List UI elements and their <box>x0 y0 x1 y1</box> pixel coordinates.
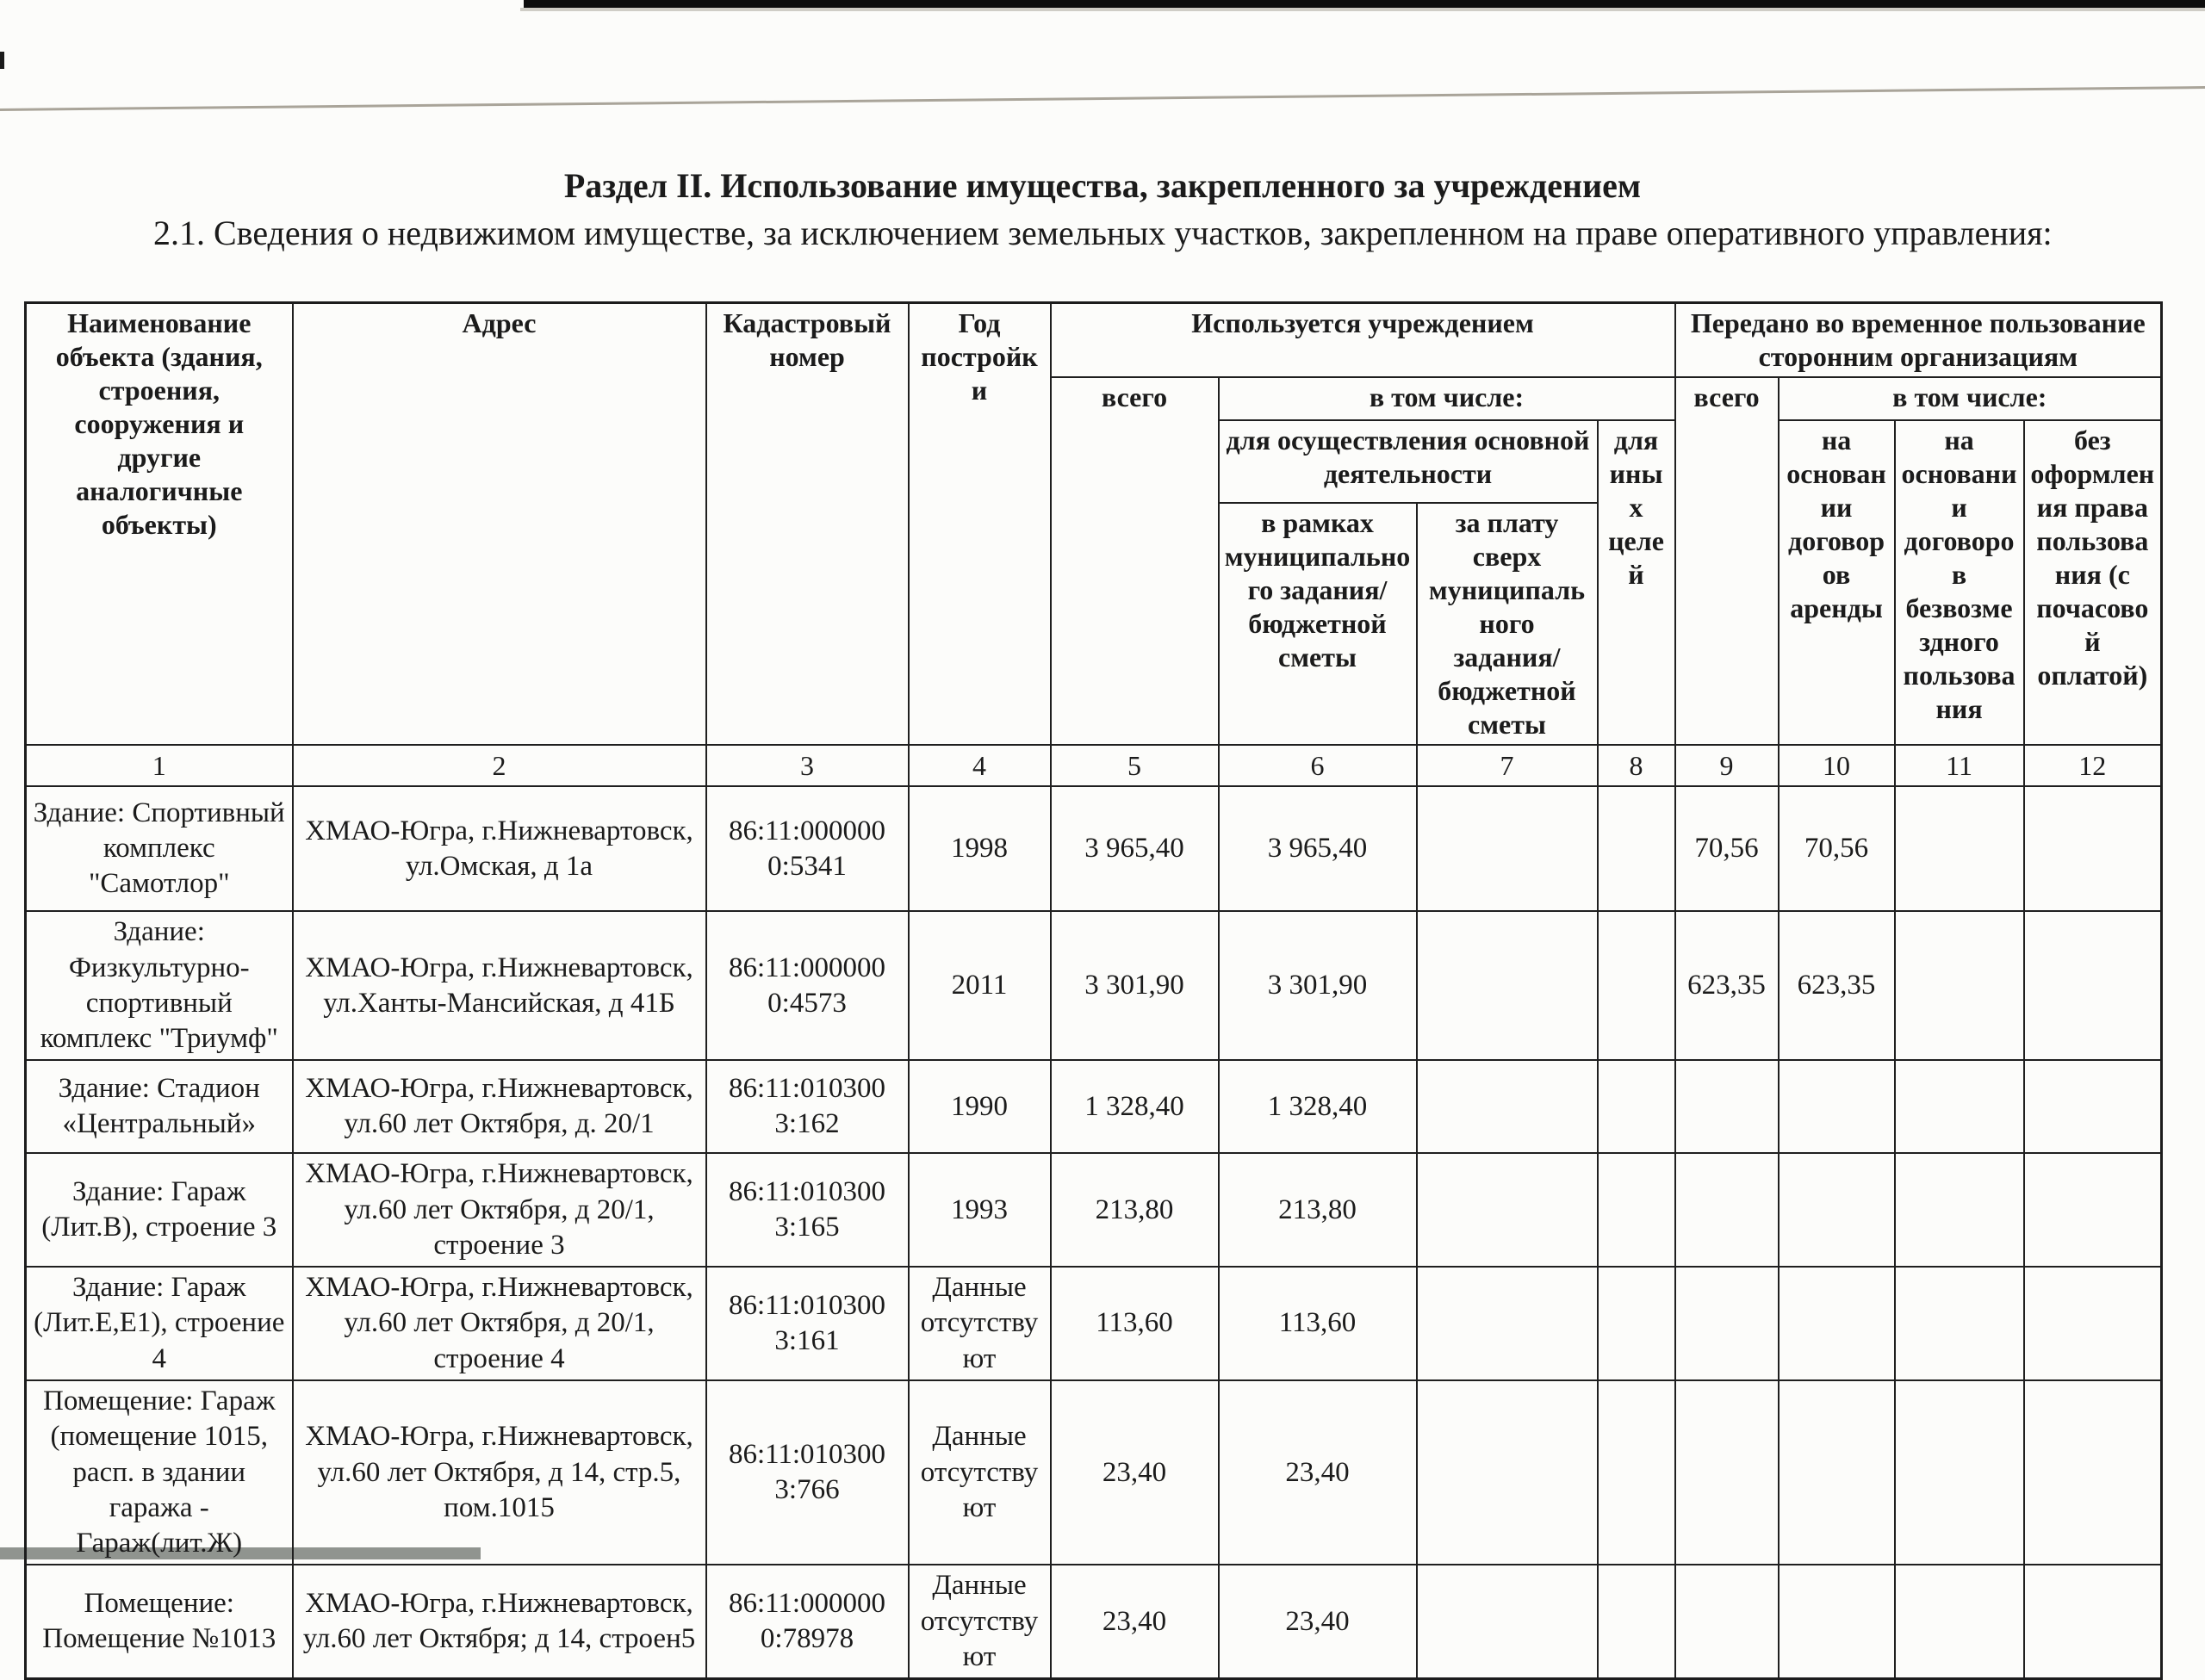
header-cadastral-number: Кадастровый номер <box>706 303 909 746</box>
column-number-cell: 5 <box>1051 745 1219 786</box>
cell-other-purposes <box>1598 1380 1675 1565</box>
scan-artifact-diagonal-line <box>0 86 2205 111</box>
cell-other-purposes <box>1598 1060 1675 1153</box>
cell-gratuitous <box>1895 1153 2024 1267</box>
cell-cadastral: 86:11:010300 3:161 <box>706 1267 909 1380</box>
subsection-paragraph: 2.1. Сведения о недвижимом имуществе, за исключением земельных участков, закрепленном на праве оперативного управления: <box>153 214 2053 252</box>
cell-cadastral: 86:11:010300 3:162 <box>706 1060 909 1153</box>
cell-within-task: 213,80 <box>1219 1153 1417 1267</box>
table-row <box>26 1380 2162 1565</box>
scan-artifact-top-bar <box>524 0 2205 8</box>
cell-name: Здание: Стадион «Центральный» <box>26 1060 293 1153</box>
cell-address: ХМАО-Югра, г.Нижневартовск, ул.Ханты-Мансийская, д 41Б <box>293 911 706 1060</box>
cell-year: Данные отсутствуют <box>909 1380 1051 1565</box>
cell-name: Здание: Физкультурно-спортивный комплекс "Триумф" <box>26 911 293 1060</box>
column-number-cell: 12 <box>2024 745 2162 786</box>
cell-address: ХМАО-Югра, г.Нижневартовск, ул.60 лет Октября, д 20/1, строение 3 <box>293 1153 706 1267</box>
cell-without-registration <box>2024 1153 2162 1267</box>
cell-address: ХМАО-Югра, г.Нижневартовск, ул.Омская, д 1а <box>293 786 706 911</box>
column-number-cell: 6 <box>1219 745 1417 786</box>
header-used-including: в том числе: <box>1219 377 1675 420</box>
header-lease-contracts: на основании договоров аренды <box>1779 420 1895 745</box>
cell-transferred-total: 70,56 <box>1675 786 1779 911</box>
cell-paid-over <box>1417 786 1598 911</box>
cell-used-total: 1 328,40 <box>1051 1060 1219 1153</box>
header-build-year: Год постройки <box>909 303 1051 746</box>
cell-without-registration <box>2024 1060 2162 1153</box>
cell-cadastral: 86:11:010300 3:165 <box>706 1153 909 1267</box>
cell-year: Данные отсутствуют <box>909 1267 1051 1380</box>
cell-name: Помещение: Гараж (помещение 1015, расп. в здании гаража - Гараж(лит.Ж) <box>26 1380 293 1565</box>
cell-name: Здание: Гараж (Лит.Е,Е1), строение 4 <box>26 1267 293 1380</box>
scan-artifact-left-tick <box>0 52 4 69</box>
cell-lease <box>1779 1153 1895 1267</box>
cell-transferred-total <box>1675 1153 1779 1267</box>
cell-transferred-total <box>1675 1380 1779 1565</box>
table-row <box>26 911 2162 1060</box>
cell-other-purposes <box>1598 911 1675 1060</box>
cell-without-registration <box>2024 911 2162 1060</box>
cell-paid-over <box>1417 1267 1598 1380</box>
column-number-cell: 10 <box>1779 745 1895 786</box>
column-number-cell: 1 <box>26 745 293 786</box>
cell-year: 1998 <box>909 786 1051 911</box>
column-number-cell: 4 <box>909 745 1051 786</box>
cell-without-registration <box>2024 1565 2162 1678</box>
cell-within-task: 3 301,90 <box>1219 911 1417 1060</box>
cell-gratuitous <box>1895 1565 2024 1678</box>
cell-name: Здание: Гараж (Лит.В), строение 3 <box>26 1153 293 1267</box>
header-transferred-including: в том числе: <box>1779 377 2162 420</box>
cell-year: 1993 <box>909 1153 1051 1267</box>
cell-address: ХМАО-Югра, г.Нижневартовск, ул.60 лет Октября, д. 20/1 <box>293 1060 706 1153</box>
cell-lease <box>1779 1267 1895 1380</box>
header-used-total: всего <box>1051 377 1219 745</box>
header-other-purposes: для иных целей <box>1598 420 1675 745</box>
cell-other-purposes <box>1598 786 1675 911</box>
cell-without-registration <box>2024 786 2162 911</box>
cell-other-purposes <box>1598 1267 1675 1380</box>
cell-paid-over <box>1417 1060 1598 1153</box>
cell-year: 1990 <box>909 1060 1051 1153</box>
cell-paid-over <box>1417 1380 1598 1565</box>
cell-used-total: 23,40 <box>1051 1565 1219 1678</box>
cell-lease: 70,56 <box>1779 786 1895 911</box>
header-address: Адрес <box>293 303 706 746</box>
cell-name: Здание: Спортивный комплекс "Самотлор" <box>26 786 293 911</box>
header-without-registration: без оформления права пользования (с почасовой оплатой) <box>2024 420 2162 745</box>
column-number-cell: 11 <box>1895 745 2024 786</box>
column-number-cell: 8 <box>1598 745 1675 786</box>
cell-within-task: 1 328,40 <box>1219 1060 1417 1153</box>
cell-address: ХМАО-Югра, г.Нижневартовск, ул.60 лет Октября; д 14, строен5 <box>293 1565 706 1678</box>
cell-transferred-total: 623,35 <box>1675 911 1779 1060</box>
cell-cadastral: 86:11:010300 3:766 <box>706 1380 909 1565</box>
cell-used-total: 23,40 <box>1051 1380 1219 1565</box>
column-number-cell: 7 <box>1417 745 1598 786</box>
cell-without-registration <box>2024 1380 2162 1565</box>
column-number-cell: 9 <box>1675 745 1779 786</box>
header-paid-over-task: за плату сверх муниципального задания/бюджетной сметы <box>1417 503 1598 745</box>
cell-within-task: 23,40 <box>1219 1380 1417 1565</box>
cell-cadastral: 86:11:000000 0:78978 <box>706 1565 909 1678</box>
cell-address: ХМАО-Югра, г.Нижневартовск, ул.60 лет Октября, д 14, стр.5, пом.1015 <box>293 1380 706 1565</box>
cell-without-registration <box>2024 1267 2162 1380</box>
table-row <box>26 786 2162 911</box>
cell-year: Данные отсутствуют <box>909 1565 1051 1678</box>
cell-cadastral: 86:11:000000 0:4573 <box>706 911 909 1060</box>
cell-gratuitous <box>1895 911 2024 1060</box>
cell-gratuitous <box>1895 1060 2024 1153</box>
cell-used-total: 3 965,40 <box>1051 786 1219 911</box>
cell-other-purposes <box>1598 1565 1675 1678</box>
table-row <box>26 1267 2162 1380</box>
header-name: Наименование объекта (здания, строения, сооружения и другие аналогичные объекты) <box>26 303 293 746</box>
cell-gratuitous <box>1895 1267 2024 1380</box>
cell-within-task: 23,40 <box>1219 1565 1417 1678</box>
table-row <box>26 1153 2162 1267</box>
cell-gratuitous <box>1895 1380 2024 1565</box>
cell-lease <box>1779 1380 1895 1565</box>
header-row-groups <box>26 303 2162 378</box>
cell-cadastral: 86:11:000000 0:5341 <box>706 786 909 911</box>
column-number-cell: 3 <box>706 745 909 786</box>
property-table <box>24 301 2163 1680</box>
cell-year: 2011 <box>909 911 1051 1060</box>
cell-within-task: 113,60 <box>1219 1267 1417 1380</box>
header-within-municipal-task: в рамках муниципального задания/бюджетной сметы <box>1219 503 1417 745</box>
cell-gratuitous <box>1895 786 2024 911</box>
cell-lease: 623,35 <box>1779 911 1895 1060</box>
cell-other-purposes <box>1598 1153 1675 1267</box>
cell-lease <box>1779 1060 1895 1153</box>
header-transferred-total: всего <box>1675 377 1779 745</box>
cell-paid-over <box>1417 911 1598 1060</box>
cell-paid-over <box>1417 1153 1598 1267</box>
header-gratuitous-contracts: на основании договоров безвозмездного пользования <box>1895 420 2024 745</box>
cell-address: ХМАО-Югра, г.Нижневартовск, ул.60 лет Октября, д 20/1, строение 4 <box>293 1267 706 1380</box>
cell-used-total: 3 301,90 <box>1051 911 1219 1060</box>
header-main-activity: для осуществления основной деятельности <box>1219 420 1598 503</box>
cell-transferred-total <box>1675 1565 1779 1678</box>
cell-lease <box>1779 1565 1895 1678</box>
cell-used-total: 113,60 <box>1051 1267 1219 1380</box>
cell-within-task: 3 965,40 <box>1219 786 1417 911</box>
scan-artifact-top-underline <box>520 8 2205 11</box>
cell-name: Помещение: Помещение №1013 <box>26 1565 293 1678</box>
cell-transferred-total <box>1675 1060 1779 1153</box>
table-row <box>26 1565 2162 1678</box>
section-title: Раздел II. Использование имущества, закрепленного за учреждением <box>563 166 1642 205</box>
cell-used-total: 213,80 <box>1051 1153 1219 1267</box>
header-used-by-institution: Используется учреждением <box>1051 303 1675 378</box>
cell-transferred-total <box>1675 1267 1779 1380</box>
column-number-cell: 2 <box>293 745 706 786</box>
header-transferred-group: Передано во временное пользование сторонним организациям <box>1675 303 2162 378</box>
column-number-row <box>26 745 2162 786</box>
table-row <box>26 1060 2162 1153</box>
cell-paid-over <box>1417 1565 1598 1678</box>
